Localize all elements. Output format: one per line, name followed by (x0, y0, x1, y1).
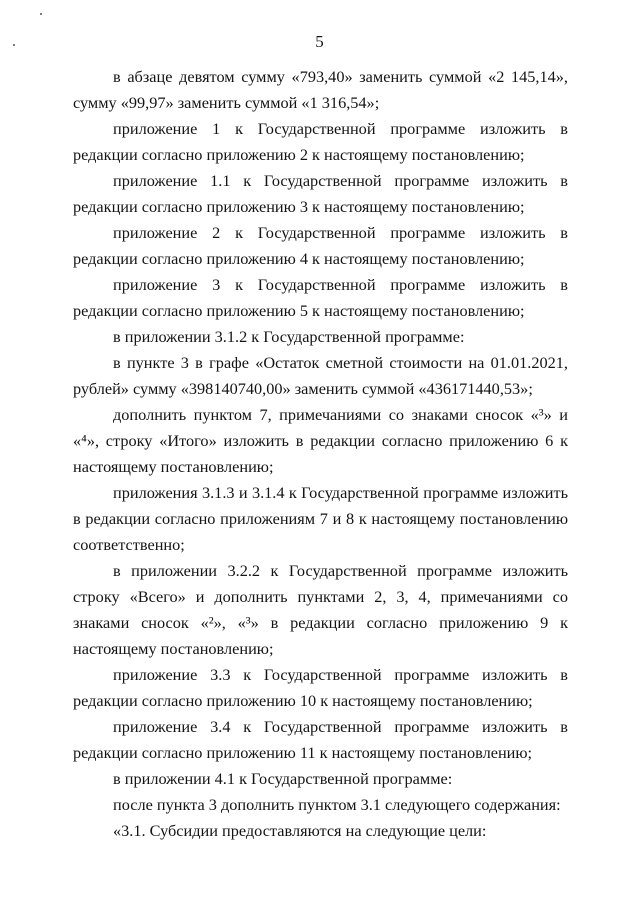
paragraph: в приложении 4.1 к Государственной программе: (113, 769, 453, 788)
paragraph: дополнить пунктом 7, примечаниями со знаками сносок «³» и «⁴», строку «Итого» изложить в редакции согласно приложению 6 к настоящему постановлению; (73, 405, 568, 476)
document-body (73, 64, 568, 844)
paragraph: в приложении 3.2.2 к Государственной программе изложить строку «Всего» и дополнить пунктами 2, 3, 4, примечаниями со знаками сносок «²», «³» в редакции согласно приложению 9 к настоящему постановлению; (73, 561, 568, 658)
paragraph: приложения 3.1.3 и 3.1.4 к Государственной программе изложить в редакции согласно приложениям 7 и 8 к настоящему постановлению соответственно; (73, 483, 568, 554)
paragraph: «3.1. Субсидии предоставляются на следующие цели: (113, 821, 487, 840)
paragraph: в приложении 3.1.2 к Государственной программе: (113, 327, 465, 346)
paragraph: приложение 1 к Государственной программе изложить в редакции согласно приложению 2 к настоящему постановлению; (73, 119, 568, 164)
paragraph: в абзаце девятом сумму «793,40» заменить суммой «2 145,14», сумму «99,97» заменить суммой «1 316,54»; (73, 67, 568, 112)
paragraph: приложение 3.3 к Государственной программе изложить в редакции согласно приложению 10 к настоящему постановлению; (73, 665, 568, 710)
paragraph: приложение 2 к Государственной программе изложить в редакции согласно приложению 4 к настоящему постановлению; (73, 223, 568, 268)
paragraph: в пункте 3 в графе «Остаток сметной стоимости на 01.01.2021, рублей» сумму «398140740,00» заменить суммой «436171440,53»; (73, 353, 568, 398)
page-number: 5 (315, 32, 324, 51)
paragraph: приложение 3.4 к Государственной программе изложить в редакции согласно приложению 11 к настоящему постановлению; (73, 717, 568, 762)
paragraph: приложение 3 к Государственной программе изложить в редакции согласно приложению 5 к настоящему постановлению; (73, 275, 568, 320)
scan-speck (40, 13, 42, 15)
paragraph: приложение 1.1 к Государственной программе изложить в редакции согласно приложению 3 к настоящему постановлению; (73, 171, 568, 216)
paragraph: после пункта 3 дополнить пунктом 3.1 следующего содержания: (113, 795, 561, 814)
